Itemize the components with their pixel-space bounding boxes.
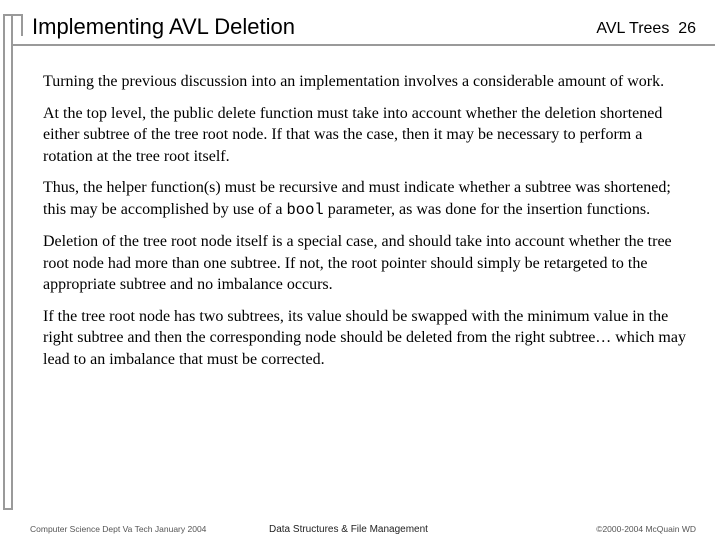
frame-top-rule [11,44,715,46]
code-bool: bool [286,200,324,219]
slide-subtitle: AVL Trees [596,20,670,37]
slide-title: Implementing AVL Deletion [32,14,295,39]
frame-bottom-tick [3,508,13,510]
footer-right: ©2000-2004 McQuain WD [596,524,696,534]
frame-title-corner-line [21,14,23,36]
footer-left: Computer Science Dept Va Tech January 2004 [30,524,207,534]
footer-center: Data Structures & File Management [269,524,428,535]
slide-body [43,71,693,380]
slide-header-right [596,19,696,39]
frame-left-inner-line [11,14,13,510]
paragraph-3 [43,177,693,221]
paragraph-2: At the top level, the public delete function must take into account whether the deletion shortened either subtree of the tree root node. If that was the case, then it may be necessary to perform a rotation at the tree root itself. [43,104,663,165]
paragraph-4: Deletion of the tree root node itself is a special case, and should take into account whether the tree root node had more than one subtree. If not, the root pointer should simply be retargeted to the appropriate subtree and no imbalance occurs. [43,233,672,293]
frame-top-corner-line [3,14,23,16]
paragraph-1: Turning the previous discussion into an implementation involves a considerable amount of work. [43,73,665,90]
paragraph-3-text-before: Thus, the helper function(s) must be recursive and must indicate whether a subtree was shortened; this may be accomplished by use of a [43,179,671,218]
page-number: 26 [678,20,696,37]
paragraph-3-text-after: parameter, as was done for the insertion functions. [323,200,651,218]
paragraph-5: If the tree root node has two subtrees, its value should be swapped with the minimum value in the right subtree and then the corresponding node should be deleted from the right subtree… which may lead to an imbalance that must be corrected. [43,307,686,368]
frame-left-outer-line [3,14,5,510]
